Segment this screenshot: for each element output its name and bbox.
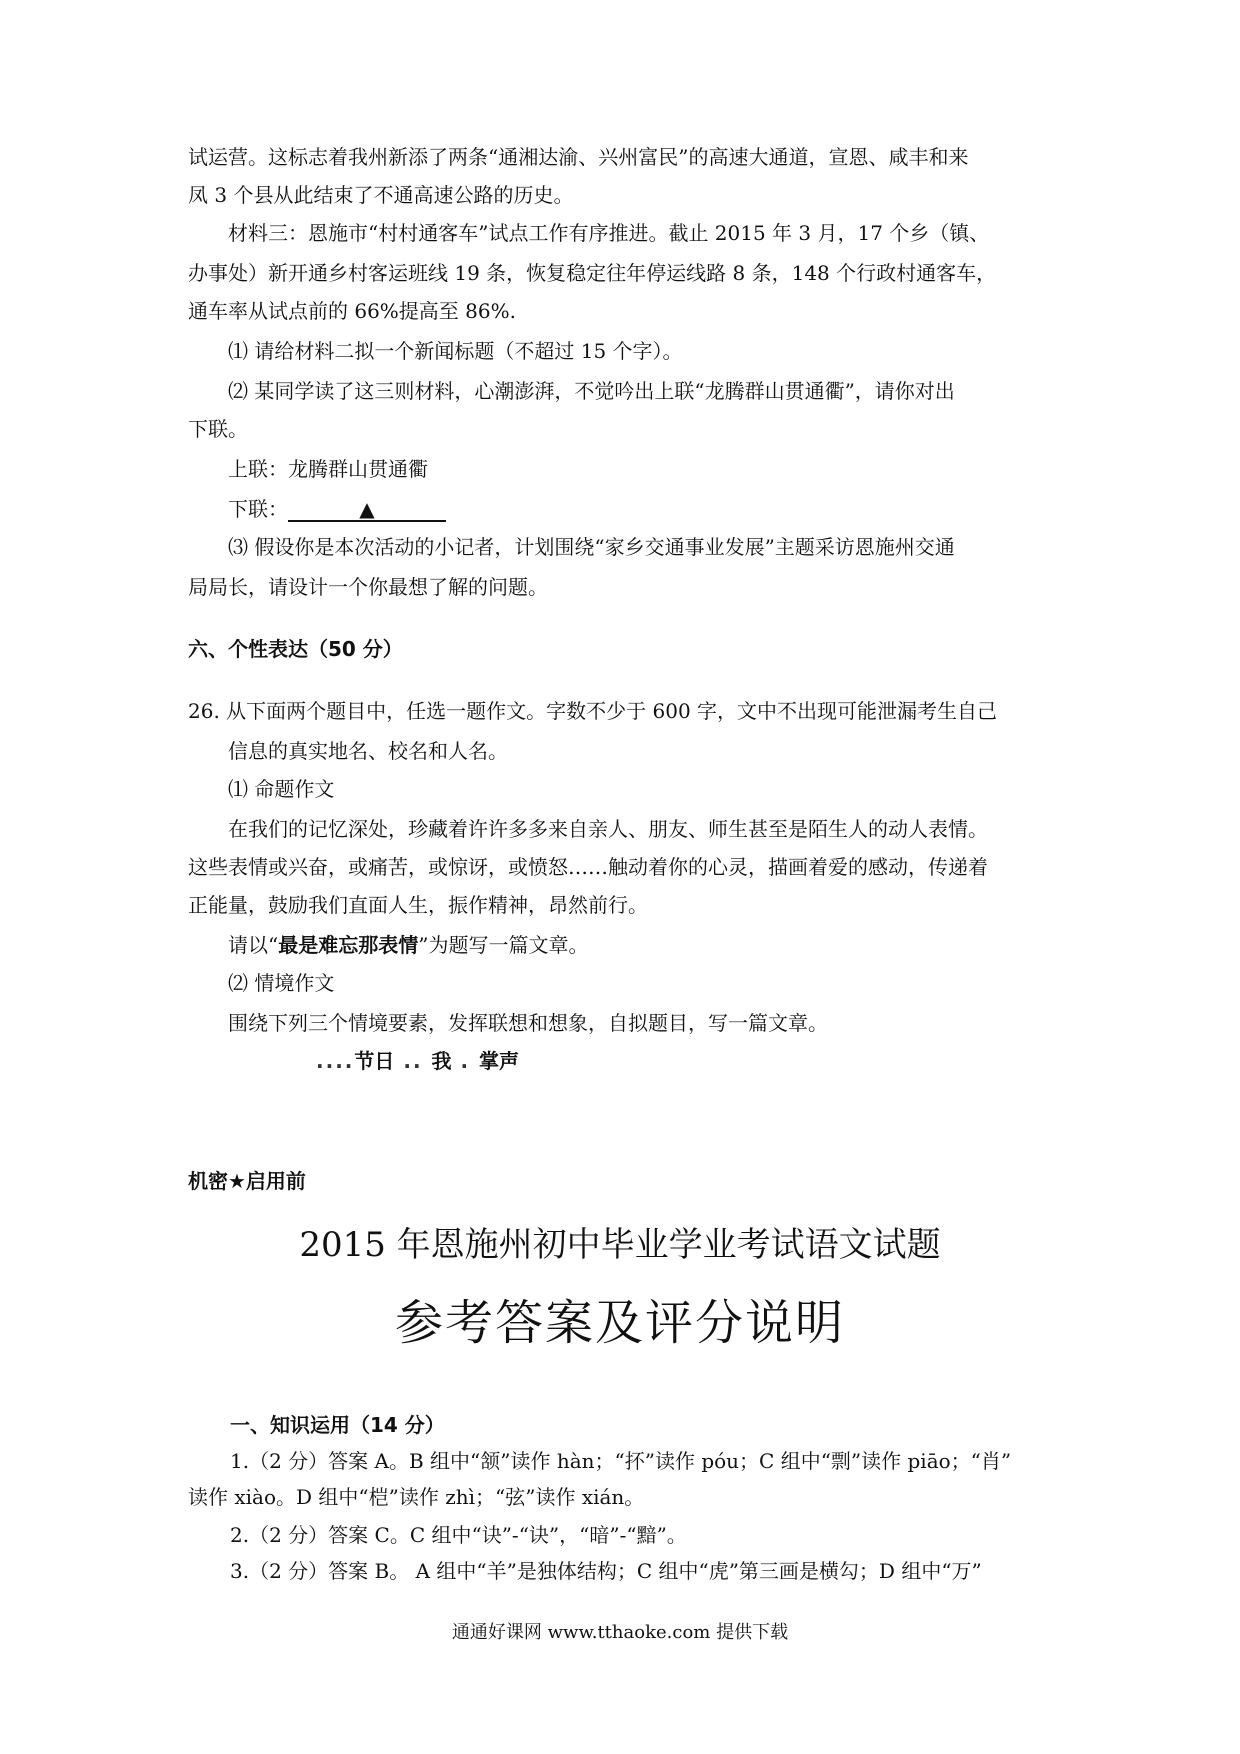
answer-blank xyxy=(288,498,446,522)
question-26-continued: 信息的真实地名、校名和人名。 xyxy=(228,739,508,763)
question-3-continued: 局局长，请设计一个你最想了解的问题。 xyxy=(188,575,548,599)
situation-elements xyxy=(316,1047,519,1075)
decorative-dots: .. xyxy=(394,1049,432,1073)
lower-couplet-label: 下联： xyxy=(228,497,288,521)
question-2: ⑵ 某同学读了这三则材料，心潮澎湃，不觉吟出上联“龙腾群山贯通衢”，请你对出 xyxy=(228,379,955,403)
question-2-continued: 下联。 xyxy=(188,417,248,441)
decorative-dots: .... xyxy=(316,1049,355,1073)
triangle-marker-icon: ▲ xyxy=(359,497,375,521)
material3-line: 办事处）新开通乡村客运班线 19 条，恢复稳定往年停运线路 8 条，148 个行政村通客车， xyxy=(188,261,997,285)
answer-key-title: 2015 年恩施州初中毕业学业考试语文试题 xyxy=(299,1225,941,1265)
page-footer: 通通好课网 www.tthaoke.com 提供下载 xyxy=(451,1622,789,1643)
prompt-suffix: ”为题写一篇文章。 xyxy=(418,933,589,957)
option1-text: 正能量，鼓励我们直面人生，振作精神，昂然前行。 xyxy=(188,893,648,917)
option1-label: ⑴ 命题作文 xyxy=(228,777,335,801)
option1-text: 在我们的记忆深处，珍藏着许许多多来自亲人、朋友、师生甚至是陌生人的动人表情。 xyxy=(228,817,988,841)
situation-element: 节日 xyxy=(354,1049,395,1073)
answer-2: 2.（2 分）答案 C。C 组中“诀”-“诀”，“暗”-“黯”。 xyxy=(230,1523,687,1547)
section1-heading: 一、知识运用（14 分） xyxy=(230,1413,445,1437)
answer-3: 3.（2 分）答案 B。 A 组中“羊”是独体结构；C 组中“虎”第三画是横勾；D 组中“万” xyxy=(230,1559,982,1583)
section6-heading: 六、个性表达（50 分） xyxy=(188,637,403,661)
answer-1: 1.（2 分）答案 A。B 组中“颔”读作 hàn；“抔”读作 póu；C 组中“剽”读作 piāo；“肖” xyxy=(230,1449,1012,1473)
upper-couplet: 上联：龙腾群山贯通衢 xyxy=(228,457,428,481)
material2-continued-line: 凤 3 个县从此结束了不通高速公路的历史。 xyxy=(188,183,574,207)
option1-text: 这些表情或兴奋，或痛苦，或惊讶，或愤怒……触动着你的心灵，描画着爱的感动，传递着 xyxy=(188,855,988,879)
question-1: ⑴ 请给材料二拟一个新闻标题（不超过 15 个字）。 xyxy=(228,339,683,363)
decorative-dots: . xyxy=(451,1049,480,1073)
question-3: ⑶ 假设你是本次活动的小记者，计划围绕“家乡交通事业发展”主题采访恩施州交通 xyxy=(228,535,955,559)
material3-line: 材料三：恩施市“村村通客车”试点工作有序推进。截止 2015 年 3 月，17 个乡（镇、 xyxy=(228,221,990,245)
option2-text: 围绕下列三个情境要素，发挥联想和想象，自拟题目，写一篇文章。 xyxy=(228,1011,828,1035)
answer-1-continued: 读作 xiào。D 组中“桤”读作 zhì；“弦”读作 xián。 xyxy=(188,1485,645,1509)
material2-continued-line: 试运营。这标志着我州新添了两条“通湘达渝、兴州富民”的高速大通道，宣恩、咸丰和来 xyxy=(188,145,969,169)
prompt-title: 最是难忘那表情 xyxy=(278,933,419,957)
situation-element: 我 xyxy=(431,1049,452,1073)
lower-couplet-row xyxy=(228,495,446,523)
question-26: 26. 从下面两个题目中，任选一题作文。字数不少于 600 字，文中不出现可能泄漏考生自己 xyxy=(188,699,998,723)
material3-line: 通车率从试点前的 66%提高至 86%. xyxy=(188,299,516,323)
confidential-label: 机密★启用前 xyxy=(188,1169,306,1193)
answer-key-subtitle: 参考答案及评分说明 xyxy=(394,1295,845,1351)
prompt-prefix: 请以“ xyxy=(228,933,279,957)
composition-prompt xyxy=(228,931,588,959)
option2-label: ⑵ 情境作文 xyxy=(228,971,335,995)
situation-element: 掌声 xyxy=(479,1049,520,1073)
